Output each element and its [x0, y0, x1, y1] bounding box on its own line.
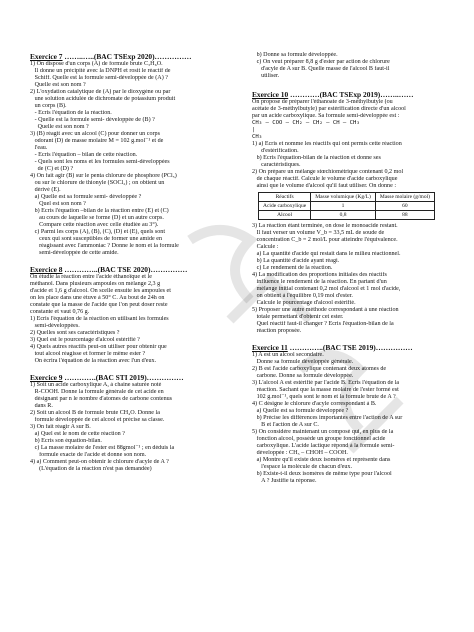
exercise-10-title: Exercice 10 …………(BAC TSExp 2019)……..……	[252, 90, 414, 99]
text-line: 4) a) Comment peut-on obtenir le chlorure d'acyle de A ?	[30, 459, 169, 465]
text-line: Compare cette réaction avec celle étudiée au 3°).	[30, 222, 159, 228]
table-header-row	[259, 193, 435, 202]
text-line: d'estérification.	[252, 148, 299, 154]
exercise-9	[30, 373, 240, 473]
text-line: acétate de 3-méthylbutyle) par estérification directe d'un alcool	[252, 106, 406, 112]
text-line: c) Le rendement de la réaction.	[252, 265, 333, 271]
table-header: Masse volumique (Kg/L)	[311, 193, 376, 202]
text-line: 2) Soit un alcool B de formule brute CH₄O. Donne la	[30, 410, 160, 416]
text-line: c) La masse molaire de l'ester est 88gmol⁻¹ ; en déduis la	[30, 445, 175, 451]
text-line: Calcule le pourcentage d'alcool estérifié.	[252, 300, 356, 306]
table-cell: 88	[375, 211, 434, 220]
text-line: - Quels sont les noms et les formules semi-développées	[30, 159, 170, 165]
exercise-7-title: Exercice 7 ……..…..(BAC TSExp 2020)……………	[30, 52, 192, 61]
text-line: A ? Justifie ta réponse.	[252, 478, 317, 484]
text-line: semi-développées.	[30, 323, 80, 329]
exercise-7	[30, 52, 240, 257]
text-line: On étudie la réaction entre l'acide éthanoïque et le	[30, 274, 152, 280]
text-line: 2) On prépare un mélange stœchiométrique contenant 0,2 mol	[252, 169, 404, 175]
text-line: carboxylique. L'acide lactique répond à la formule semi-	[252, 443, 395, 449]
text-line: B et l'action de A sur C.	[252, 422, 319, 428]
text-line: tout alcool réagisse et former le même ester ?	[30, 351, 146, 357]
text-line: b) Donne sa formule développée.	[252, 52, 338, 58]
text-line: dans R.	[30, 403, 53, 409]
text-line: a) Quelle est sa formule semi- développée ?	[30, 194, 142, 200]
text-line: 3) Quel est le pourcentage d'alcool estérifié ?	[30, 337, 140, 343]
text-line: ou sur le chlorure de thionyle (SOCl₂) ; on obtient un	[30, 180, 165, 186]
text-line: Il faut verser un volume V_b = 33,5 mL de soude de	[252, 230, 385, 236]
text-line: - Quelle est la formule semi- développée de (B) ?	[30, 117, 155, 123]
text-line: 1) a) Ecris et nomme les réactifs qui ont permis cette réaction	[252, 141, 402, 147]
text-line: formule exacte de l'acide et donne son nom.	[30, 452, 147, 458]
exercise-8	[30, 265, 240, 365]
text-line: d'acyle de A sur B. Quelle masse de l'alcool B faut-il	[252, 66, 390, 72]
text-line: 2) Quelles sont ses caractéristiques ?	[30, 330, 120, 336]
text-line: 4) C désigne le chlorure d'acyle correspondant à B.	[252, 401, 377, 407]
text-line: constate que la masse de l'acide que l'on peut doser reste	[30, 302, 168, 308]
text-line: 3) On fait réagir A sur B.	[30, 424, 91, 430]
ester-formula: CH₃ – COO – CH₂ – CH₂ – CH – CH₃	[252, 120, 360, 126]
exercise-8-title: Exercice 8 …………..(BAC TSE 2020)……………	[30, 265, 188, 274]
text-line: a) Quelle est sa formule développée ?	[252, 408, 349, 414]
text-line: d'acide et 1,6 g d'alcool. On scelle ensuite les ampoules et	[30, 288, 171, 294]
text-line: au cours de laquelle se forme (D) et un autre corps.	[30, 215, 164, 221]
text-line: utiliser.	[252, 73, 280, 79]
text-line: dérivé (E).	[30, 187, 61, 193]
text-line: a) La quantité d'acide qui restait dans le milieu réactionnel.	[252, 251, 401, 257]
text-line: l'espace la molécule de chacun d'eux.	[252, 464, 352, 470]
text-line: constante et vaut 0,76 g.	[30, 309, 90, 315]
text-line: réaction. Sachant que la masse molaire de l'ester formé est	[252, 387, 399, 393]
text-line: un corps (B).	[30, 103, 67, 109]
text-line: carbone. Donne sa formule développée.	[252, 373, 354, 379]
exercise-10-questions	[252, 141, 448, 190]
text-line: odorant (D) de masse molaire M = 102 g.mol⁻¹ et de	[30, 138, 164, 144]
table-cell: Alcool	[259, 211, 311, 220]
text-line: 5) On considère maintenant un composé qui, en plus de la	[252, 429, 394, 435]
text-line: de chaque réactif. Calcule le volume d'acide carboxylique	[252, 176, 398, 182]
text-line: 4) Quels autres réactifs peut-on utiliser pour obtenir que	[30, 344, 167, 350]
text-line: 2) B est l'acide carboxylique contenant deux atomes de	[252, 366, 387, 372]
text-line: réagissant avec l'ammoniac ? Donne le nom et la formule	[30, 243, 179, 249]
text-line: 3) L'alcool A est estérifié par l'acide B. Ecris l'équation de la	[252, 380, 400, 386]
text-line: Quelle est son nom ?	[30, 82, 86, 88]
text-line: on les place dans une étuve à 50° C. Au bout de 24h on	[30, 295, 165, 301]
table-row	[259, 202, 435, 211]
exercise-7-body	[30, 61, 240, 257]
text-line: - Ecris l'équation de la réaction.	[30, 110, 112, 116]
text-line: 102 g.mol⁻¹, quels sont le nom et la formule brute de A ?	[252, 394, 396, 400]
text-line: par un acide carboxylique. Sa formule semi-développée est :	[252, 113, 400, 119]
text-line: c) Parmi les corps (A), (B), (C), (D) et (E), quels sont	[30, 229, 166, 235]
exercise-10	[252, 90, 448, 335]
exercise-11-body	[252, 352, 448, 485]
exercise-9-body	[30, 382, 240, 473]
exercise-10-intro	[252, 99, 448, 120]
exercise-9-continued-body	[252, 52, 448, 80]
text-line: On écrira l'équation de la réaction avec l'un d'eux.	[30, 358, 157, 364]
text-line: 1) Ecris l'équation de la réaction en utilisant les formules	[30, 316, 169, 322]
text-line: 5) Proposer une autre méthode correspondant à une réaction	[252, 307, 399, 313]
text-line: 3) La réaction étant terminée, on dose le monoacide restant.	[252, 223, 398, 229]
reactants-table	[258, 192, 435, 220]
text-line: totale permettant d'obtenir cet ester.	[252, 314, 344, 320]
text-line: désignant par n le nombre d'atomes de carbone contenus	[30, 396, 173, 402]
text-line: Quelle est son nom ?	[30, 124, 89, 130]
text-line: 3) (B) réagit avec un alcool (C) pour donner un corps	[30, 131, 160, 137]
text-line: a) Montre qu'il existe deux isomères et représente dans	[252, 457, 391, 463]
text-line: méthanol. Dans plusieurs ampoules on mélange 2,3 g	[30, 281, 161, 287]
table-header: Réactifs	[259, 193, 311, 202]
text-line: une solution acidulée de dichromate de potassium produit	[30, 96, 176, 102]
text-line: mélange initial contenant 0,2 mol d'alcool et 1 mol d'acide,	[252, 286, 401, 292]
exercise-11-title: Exercice 11 …………..(BAC TSE 2019)……………	[252, 343, 413, 352]
text-line: - Ecris l'équation – bilan de cette réaction.	[30, 152, 138, 158]
text-line: R-COOH. Donne la formule générale de cet acide en	[30, 389, 164, 395]
left-column	[30, 52, 240, 478]
text-line: caractéristiques.	[252, 162, 301, 168]
table-cell: 0,8	[311, 211, 376, 220]
text-line: formule développée de cet alcool et précise sa classe.	[30, 417, 165, 423]
text-line: Quel est son nom ?	[30, 201, 86, 207]
text-line: 1) A est un alcool secondaire.	[252, 352, 324, 358]
text-line: b) La quantité d'acide ayant réagi.	[252, 258, 340, 264]
exercise-8-body	[30, 274, 240, 365]
text-line: b) Ecris l'équation –bilan de la réaction entre (E) et (C)	[30, 208, 169, 214]
exercise-10-questions-cont	[252, 223, 448, 335]
text-line: on obtient à l'équilibre 0,19 mol d'ester.	[252, 293, 353, 299]
text-line: Donne sa formule développée générale.	[252, 359, 354, 365]
table-cell: 1	[311, 202, 376, 211]
text-line: Quel réactif faut-il changer ? Ecris l'équation-bilan de la	[252, 321, 394, 327]
text-line: ceux qui sont susceptibles de former une amide en	[30, 236, 162, 242]
text-line: développée : CH₃ – CHOH – COOH.	[252, 450, 348, 456]
text-line: Schiff. Quelle est la formule semi-développée de (A) ?	[30, 75, 168, 81]
text-line: a) Quel est le nom de cette réaction ?	[30, 431, 125, 437]
text-line: fonction alcool, possède un groupe fonctionnel acide	[252, 436, 386, 442]
table-cell: 60	[375, 202, 434, 211]
text-line: b) Ecris l'équation-bilan de la réaction et donne ses	[252, 155, 381, 161]
text-line: On propose de préparer l'éthanoate de 3-méthylbutyle (ou	[252, 99, 393, 105]
right-column	[252, 52, 448, 490]
text-line: Calcule :	[252, 244, 279, 250]
exercise-11	[252, 343, 448, 485]
ester-formula-methyl: CH₃	[252, 134, 263, 140]
text-line: 1) Soit un acide carboxylique A, à chaine saturée noté	[30, 382, 162, 388]
table-row	[259, 211, 435, 220]
text-line: 1) On dispose d'un corps (A) de formule brute C₃H₆O.	[30, 61, 163, 67]
text-line: c) On veut préparer 8,8 g d'ester par action de chlorure	[252, 59, 390, 65]
text-line: 4) La modification des proportions initiales des réactifs	[252, 272, 387, 278]
text-line: influence le rendement de la réaction. En partant d'un	[252, 279, 387, 285]
text-line: de (C) et (D) ?	[30, 166, 74, 172]
text-line: concentration C_b = 2 mol/L pour atteindre l'équivalence.	[252, 237, 398, 243]
text-line: b) Précise les différences importantes entre l'action de A sur	[252, 415, 403, 421]
text-line: 2) L'oxydation catalytique de (A) par le dioxygène ou par	[30, 89, 171, 95]
text-line: semi-développée de cette amide.	[30, 250, 119, 256]
exercise-9-title: Exercice 9 ………….(BAC STI 2019)……………	[30, 373, 184, 382]
text-line: ainsi que le volume d'alcool qu'il faut utiliser. On donne :	[252, 183, 397, 189]
text-line: Il donne un précipité avec la DNPH et rosit le réactif de	[30, 68, 171, 74]
text-line: l'eau.	[30, 145, 48, 151]
text-line: 4) On fait agir (B) sur le penta chlorure de phosphore (PCl₅)	[30, 173, 177, 179]
table-cell: Acide carboxylique	[259, 202, 311, 211]
exercise-9-continued	[252, 52, 448, 80]
text-line: (L'équation de la réaction n'est pas demandée)	[30, 466, 152, 472]
ester-formula-branch: |	[252, 127, 256, 133]
text-line: b) Existe-t-il deux isomères de même type pour l'alcool	[252, 471, 392, 477]
text-line: réaction proposée.	[252, 328, 302, 334]
table-header: Masse molaire (g/mol)	[375, 193, 434, 202]
text-line: b) Ecris son équation-bilan.	[30, 438, 102, 444]
